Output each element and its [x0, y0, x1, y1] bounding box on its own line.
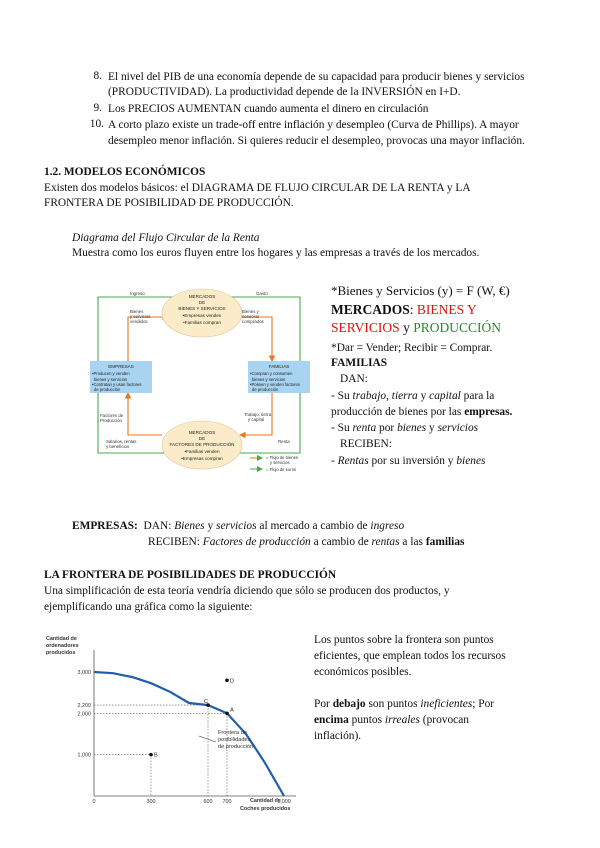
- legend-goods: = Flujo de bienes: [266, 455, 299, 460]
- circular-flow-diagram: [90, 283, 315, 478]
- y-tick-label: 2,200: [77, 703, 91, 710]
- familias-heading: FAMILIAS: [331, 357, 388, 369]
- section-heading: 1.2. MODELOS ECONÓMICOS: [44, 166, 206, 178]
- mb-item: •Familias compran: [183, 320, 221, 325]
- paragraph: ejemplificando una gráfica como la siguiente:: [44, 601, 253, 613]
- list-text: desempleo menor inflación. Si quieres reducir el desempleo, provocas una mayor inflación.: [108, 135, 525, 147]
- ppf-text: económicos posibles.: [314, 666, 412, 678]
- ppf-text: eficientes, que emplean todos los recursos: [314, 650, 506, 662]
- trabajo-line: - Su trabajo, tierra y capital para la: [331, 390, 495, 402]
- familias-title: FAMILIAS: [268, 364, 290, 369]
- svg-text:vendidos: vendidos: [130, 319, 148, 324]
- svg-text:servicios: servicios: [242, 314, 260, 319]
- svg-text:posibilidades: posibilidades: [218, 737, 251, 743]
- mf-title: FACTORES DE PRODUCCIÓN: [169, 442, 235, 447]
- svg-text:Trabajo, tierra: Trabajo, tierra: [244, 412, 272, 417]
- frontera-heading: LA FRONTERA DE POSIBILIDADES DE PRODUCCIÓN: [44, 569, 337, 581]
- point-a: [225, 712, 229, 716]
- list-text: A corto plazo existe un trade-off entre inflación y desempleo (Curva de Phillips). A mayor: [108, 119, 519, 131]
- svg-text:de producción: de producción: [94, 387, 121, 392]
- svg-text:y servicios: y servicios: [130, 314, 151, 319]
- point-label: C: [204, 699, 209, 706]
- ppf-text: Los puntos sobre la frontera son puntos: [314, 634, 494, 646]
- list-number: 8.: [93, 70, 102, 82]
- point-label: B: [154, 752, 158, 759]
- list-text: (PRODUCTIVIDAD). La productividad depende de la INVERSIÓN en I+D.: [108, 86, 461, 98]
- dan-label: DAN:: [340, 373, 368, 385]
- legend-euros: = Flujo de euros: [266, 467, 297, 472]
- frontier-annotation: Frontera de: [218, 730, 247, 736]
- rentas-line: - Rentas por su inversión y bienes: [331, 455, 486, 467]
- svg-text:Coches producidos: Coches producidos: [240, 806, 291, 812]
- svg-text:Bienes y: Bienes y: [242, 309, 259, 314]
- point-label: A: [230, 707, 234, 714]
- empresas-title: EMPRESAS: [108, 364, 134, 369]
- empresas-dan-line: EMPRESAS: DAN: Bienes y servicios al mercado a cambio de ingreso: [72, 520, 405, 532]
- svg-text:•Contratan y usan factores: •Contratan y usan factores: [92, 382, 142, 387]
- svg-text:Gasto: Gasto: [256, 291, 268, 296]
- svg-text:•Poseen y venden factores: •Poseen y venden factores: [250, 382, 300, 387]
- svg-text:comprados: comprados: [242, 319, 264, 324]
- ppf-text-4: inflación).: [314, 730, 362, 742]
- produccion-line: producción de bienes por las empresas.: [331, 406, 513, 418]
- list-text: Los PRECIOS AUMENTAN cuando aumenta el dinero en circulación: [108, 103, 429, 115]
- svg-text:Factores de: Factores de: [100, 413, 124, 418]
- formula: *Bienes y Servicios (y) = F (W, €): [331, 283, 510, 298]
- x-tick-label: 0: [92, 799, 96, 805]
- point-b: [149, 753, 153, 757]
- svg-text:y beneficios: y beneficios: [106, 444, 130, 449]
- svg-text:•Compran y consumen: •Compran y consumen: [250, 371, 293, 376]
- svg-text:de producción: de producción: [218, 744, 254, 750]
- svg-text:•Producen y venden: •Producen y venden: [92, 371, 130, 376]
- x-tick-label: 1,000: [277, 799, 291, 805]
- svg-text:ordenadores: ordenadores: [46, 643, 79, 649]
- svg-text:bienes y servicios: bienes y servicios: [94, 377, 128, 382]
- svg-text:Renta: Renta: [278, 439, 290, 444]
- mercados-line: MERCADOS: BIENES Y: [331, 302, 477, 317]
- svg-text:Bienes: Bienes: [130, 309, 144, 314]
- x-tick-label: 300: [146, 799, 156, 805]
- x-tick-label: 700: [222, 799, 232, 805]
- ppf-chart: [44, 632, 299, 815]
- ppf-text-2: Por debajo son puntos ineficientes; Por: [314, 698, 495, 710]
- mb-title: BIENES Y SERVICIOS: [178, 306, 226, 311]
- paragraph: FRONTERA DE POSIBILIDAD DE PRODUCCIÓN.: [44, 197, 294, 209]
- point-label: D: [230, 678, 235, 685]
- empresas-reciben-line: RECIBEN: Factores de producción a cambio de rentas a las familias: [148, 536, 465, 548]
- subtitle: Diagrama del Flujo Circular de la Renta: [72, 232, 260, 244]
- svg-text:y capital: y capital: [248, 417, 265, 422]
- y-axis-label: Cantidad de: [46, 636, 77, 642]
- svg-text:Ingreso: Ingreso: [130, 291, 145, 296]
- point-d: [225, 678, 229, 682]
- list-number: 9.: [93, 102, 102, 114]
- svg-text:Producción: Producción: [100, 418, 122, 423]
- reciben-label: RECIBEN:: [340, 438, 392, 450]
- svg-text:bienes y servicios: bienes y servicios: [252, 377, 286, 382]
- mf-item: •Empresas compran: [181, 456, 223, 461]
- x-axis-label: Cantidad de: [250, 798, 281, 804]
- renta-line: - Su renta por bienes y servicios: [331, 422, 479, 434]
- mf-title: MERCADOS: [188, 430, 216, 435]
- paragraph: Muestra como los euros fluyen entre los hogares y las empresas a través de los mercados.: [72, 247, 480, 259]
- paragraph: Existen dos modelos básicos: el DIAGRAMA DE FLUJO CIRCULAR DE LA RENTA y LA: [44, 182, 471, 194]
- svg-text:y servicios: y servicios: [270, 460, 290, 465]
- paragraph: Una simplificación de esta teoría vendría diciendo que sólo se producen dos productos, y: [44, 585, 450, 597]
- svg-text:Salarios, rentas: Salarios, rentas: [106, 439, 137, 444]
- list-text: El nivel del PIB de una economía depende de su capacidad para producir bienes y servicios: [108, 71, 525, 83]
- mb-item: •Empresas venden: [182, 313, 222, 318]
- mf-item: •Familias venden: [184, 449, 220, 454]
- y-tick-label: 2,000: [77, 711, 91, 718]
- mb-title: MERCADOS: [188, 294, 216, 299]
- svg-text:producidos: producidos: [46, 650, 76, 656]
- y-tick-label: 1,000: [77, 752, 91, 759]
- mercados-line-2: SERVICIOS y PRODUCCIÓN: [331, 320, 501, 335]
- y-tick-label: 3,000: [77, 670, 91, 676]
- svg-text:de producción: de producción: [252, 387, 279, 392]
- list-number: 10.: [89, 118, 104, 130]
- ppf-text-3: encima puntos irreales (provocan: [314, 714, 469, 726]
- dar-note: *Dar = Vender; Recibir = Comprar.: [331, 342, 493, 354]
- x-tick-label: 600: [203, 799, 213, 805]
- mf-title: DE: [198, 436, 206, 441]
- mb-title: DE: [198, 300, 206, 305]
